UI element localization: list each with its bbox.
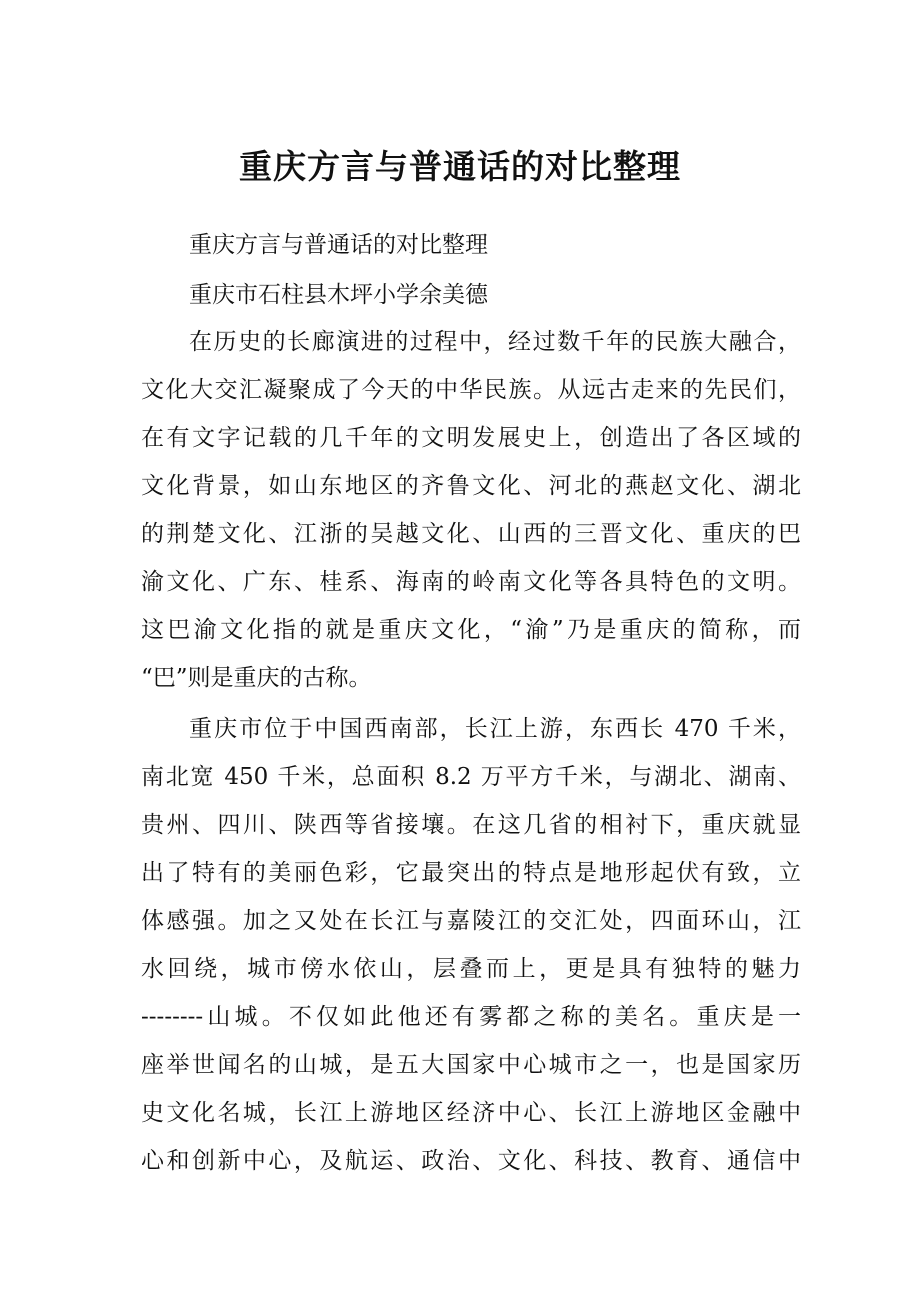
text-line: --------山城。不仅如此他还有雾都之称的美名。重庆是一 <box>141 1004 801 1030</box>
text-line: 心和创新中心，及航运、政治、文化、科技、教育、通信中 <box>141 1148 801 1174</box>
text-line: 的荆楚文化、江浙的吴越文化、山西的三晋文化、重庆的巴 <box>141 521 801 547</box>
text-line: 水回绕，城市傍水依山，层叠而上，更是具有独特的魅力 <box>141 956 801 982</box>
text-line: 文化背景，如山东地区的齐鲁文化、河北的燕赵文化、湖北 <box>141 473 801 499</box>
document-title: 重庆方言与普通话的对比整理 <box>239 147 681 186</box>
text-line: 南北宽 450 千米，总面积 8.2 万平方千米，与湖北、湖南、 <box>141 764 801 790</box>
text-line: 出了特有的美丽色彩，它最突出的特点是地形起伏有致，立 <box>141 860 801 886</box>
text-line: 史文化名城，长江上游地区经济中心、长江上游地区金融中 <box>141 1100 801 1126</box>
text-line: 贵州、四川、陕西等省接壤。在这几省的相衬下，重庆就显 <box>141 812 801 838</box>
text-line: “巴”则是重庆的古称。 <box>141 665 372 691</box>
text-line: 体感强。加之又处在长江与嘉陵江的交汇处，四面环山，江 <box>141 908 801 934</box>
text-line: 在历史的长廊演进的过程中，经过数千年的民族大融合， <box>189 329 801 355</box>
text-line: 重庆市位于中国西南部，长江上游，东西长 470 千米， <box>189 716 801 742</box>
text-line: 文化大交汇凝聚成了今天的中华民族。从远古走来的先民们， <box>141 377 801 403</box>
text-line: 在有文字记载的几千年的文明发展史上，创造出了各区域的 <box>141 425 801 451</box>
subtitle-line: 重庆方言与普通话的对比整理 <box>189 232 488 258</box>
text-line: 这巴渝文化指的就是重庆文化，“渝”乃是重庆的简称，而 <box>141 617 801 643</box>
text-line: 座举世闻名的山城，是五大国家中心城市之一，也是国家历 <box>141 1052 801 1078</box>
text-line: 渝文化、广东、桂系、海南的岭南文化等各具特色的文明。 <box>141 569 801 595</box>
author-line: 重庆市石柱县木坪小学余美德 <box>189 282 488 308</box>
